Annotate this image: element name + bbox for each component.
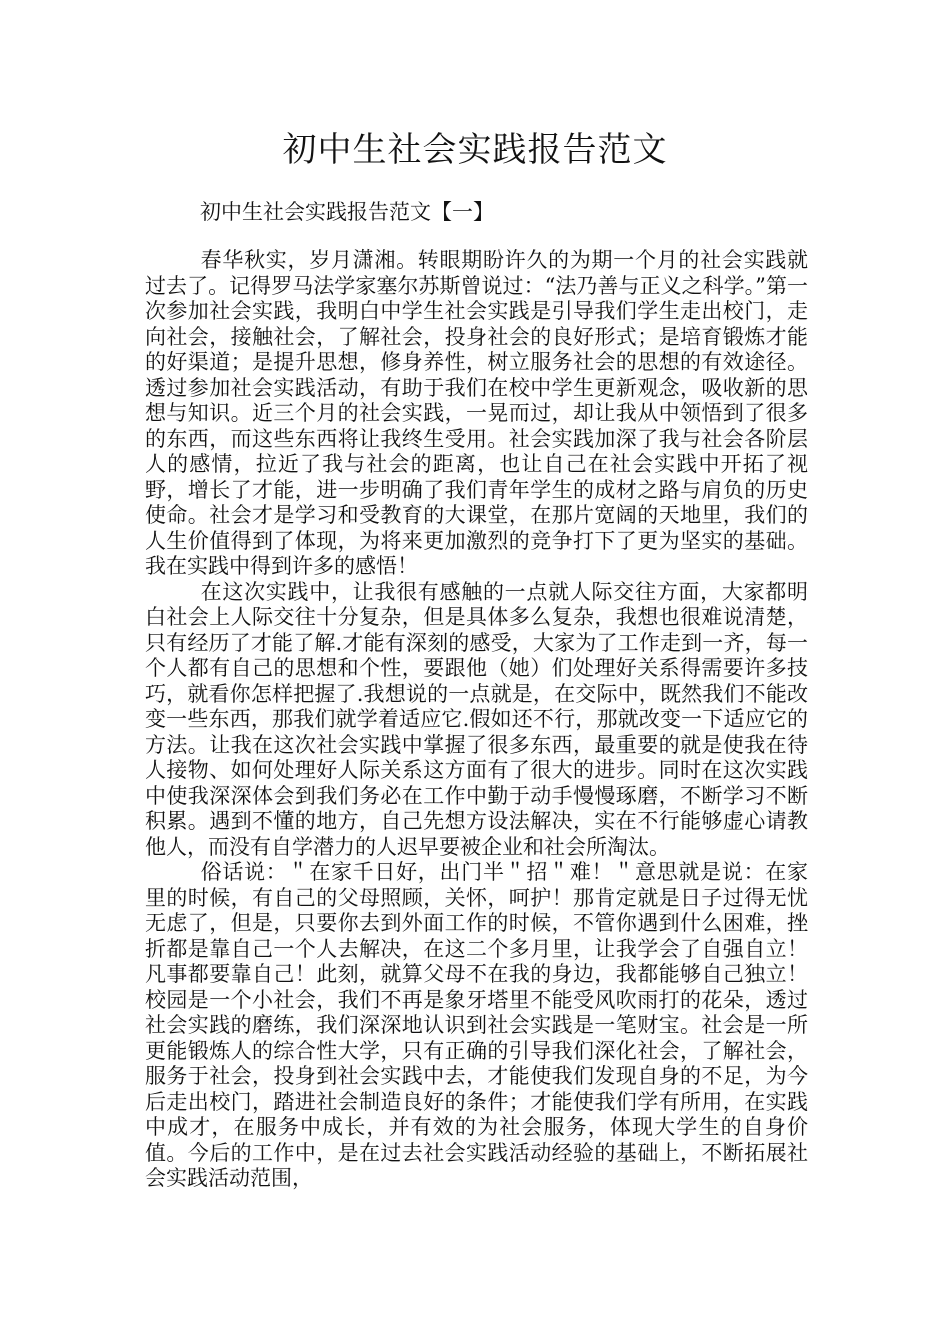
paragraph: 俗话说：＂在家千日好，出门半＂招＂难！＂意思就是说：在家里的时候，有自己的父母照顾，关怀，呵护！那肯定就是日子过得无忧无虑了，但是，只要你去到外面工作的时候，不管你遇到什么困难，挫折都是靠自己一个人去解决，在这二个多月里，让我学会了自强自立！凡事都要靠自己！此刻，就算父母不在我的身边，我都能够自己独立！校园是一个小社会，我们不再是象牙塔里不能受风吹雨打的花朵，透过社会实践的磨练，我们深深地认识到社会实践是一笔财宝。社会是一所更能锻炼人的综合性大学，只有正确的引导我们深化社会，了解社会，服务于社会，投身到社会实践中去，才能使我们发现自身的不足，为今后走出校门，踏进社会制造良好的条件；才能使我们学有所用，在实践中成才，在服务中成长，并有效的为社会服务，体现大学生的自身价值。今后的工作中，是在过去社会实践活动经验的基础上，不断拓展社会实践活动范围， [145,860,808,1190]
paragraph: 在这次实践中，让我很有感触的一点就人际交往方面，大家都明白社会上人际交往十分复杂，但是具体多么复杂，我想也很难说清楚，只有经历了才能了解.才能有深刻的感受，大家为了工作走到一齐，每一个人都有自己的思想和个性，要跟他（她）们处理好关系得需要许多技巧，就看你怎样把握了.我想说的一点就是，在交际中，既然我们不能改变一些东西，那我们就学着适应它.假如还不行，那就改变一下适应它的方法。让我在这次社会实践中掌握了很多东西，最重要的就是使我在待人接物、如何处理好人际关系这方面有了很大的进步。同时在这次实践中使我深深体会到我们务必在工作中勤于动手慢慢琢磨，不断学习不断积累。遇到不懂的地方，自己先想方设法解决，实在不行能够虚心请教他人，而没有自学潜力的人迟早要被企业和社会所淘汰。 [145,579,808,859]
paragraph: 春华秋实，岁月潇湘。转眼期盼许久的为期一个月的社会实践就过去了。记得罗马法学家塞尔苏斯曾说过：“法乃善与正义之科学。”第一次参加社会实践，我明白中学生社会实践是引导我们学生走出校门，走向社会，接触社会，了解社会，投身社会的良好形式；是培育锻炼才能的好渠道；是提升思想，修身养性，树立服务社会的思想的有效途径。透过参加社会实践活动，有助于我们在校中学生更新观念，吸收新的思想与知识。近三个月的社会实践，一晃而过，却让我从中领悟到了很多的东西，而这些东西将让我终生受用。社会实践加深了我与社会各阶层人的感情，拉近了我与社会的距离，也让自己在社会实践中开拓了视野，增长了才能，进一步明确了我们青年学生的成材之路与肩负的历史使命。社会才是学习和受教育的大课堂，在那片宽阔的天地里，我们的人生价值得到了体现，为将来更加激烈的竞争打下了更为坚实的基础。我在实践中得到许多的感悟！ [145,248,808,578]
document-body [145,248,808,1192]
document-title: 初中生社会实践报告范文 [282,130,668,170]
section-heading: 初中生社会实践报告范文【一】 [200,200,494,224]
